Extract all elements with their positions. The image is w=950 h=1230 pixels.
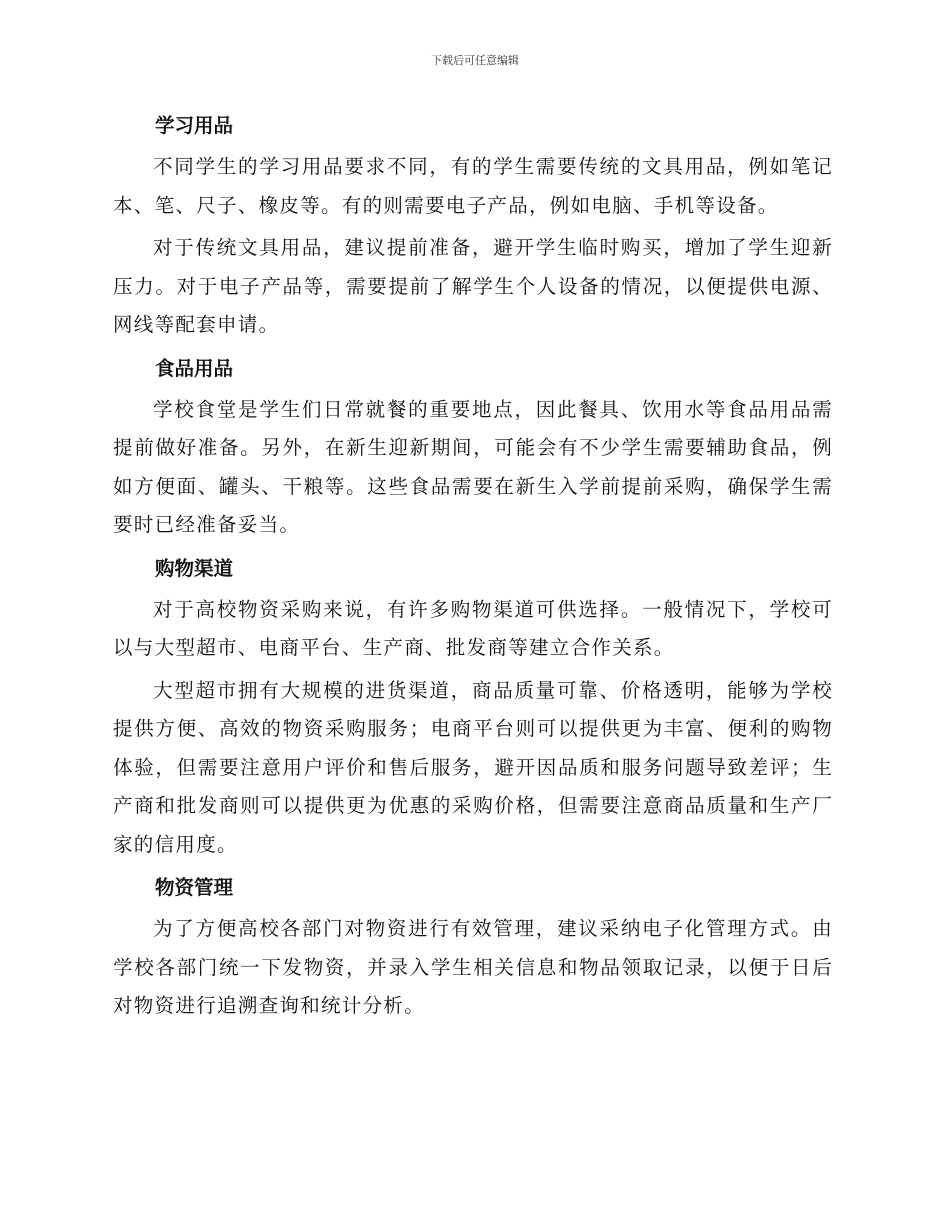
section-heading: 食品用品: [155, 356, 234, 380]
section-heading: 学习用品: [155, 114, 234, 137]
paragraph: 对于传统文具用品，建议提前准备，避开学生临时购买，增加了学生迎新压力。对于电子产品等，需要提前了解学生个人设备的情况，以便提供电源、网线等配套申请。: [113, 236, 833, 336]
paragraph: 不同学生的学习用品要求不同，有的学生需要传统的文具用品，例如笔记本、笔、尺子、橡皮等。有的则需要电子产品，例如电脑、手机等设备。: [113, 155, 833, 217]
page-header: 下载后可任意编辑: [431, 54, 519, 67]
section-heading: 物资管理: [155, 876, 234, 899]
section-heading: 购物渠道: [155, 556, 234, 580]
section-food-supplies: [113, 349, 833, 545]
section-material-management: [113, 868, 833, 1026]
paragraph: 大型超市拥有大规模的进货渠道，商品质量可靠、价格透明，能够为学校提供方便、高效的物资采购服务；电商平台则可以提供更为丰富、便利的购物体验，但需要注意用户评价和售后服务，避开因品质和服务问题导致差评；生产商和批发商则可以提供更为优惠的采购价格，但需要注意商品质量和生产厂家的信用度。: [113, 678, 833, 856]
paragraph: 为了方便高校各部门对物资进行有效管理，建议采纳电子化管理方式。由学校各部门统一下发物资，并录入学生相关信息和物品领取记录，以便于日后对物资进行追溯查询和统计分析。: [113, 917, 833, 1017]
paragraph: 学校食堂是学生们日常就餐的重要地点，因此餐具、饮用水等食品用品需提前做好准备。另外，在新生迎新期间，可能会有不少学生需要辅助食品，例如方便面、罐头、干粮等。这些食品需要在新生入学前提前采购，确保学生需要时已经准备妥当。: [113, 397, 833, 536]
paragraph: 对于高校物资采购来说，有许多购物渠道可供选择。一般情况下，学校可以与大型超市、电商平台、生产商、批发商等建立合作关系。: [113, 597, 833, 659]
section-shopping-channels: [113, 549, 833, 865]
document-body: [113, 106, 833, 1030]
section-study-supplies: [113, 106, 833, 345]
